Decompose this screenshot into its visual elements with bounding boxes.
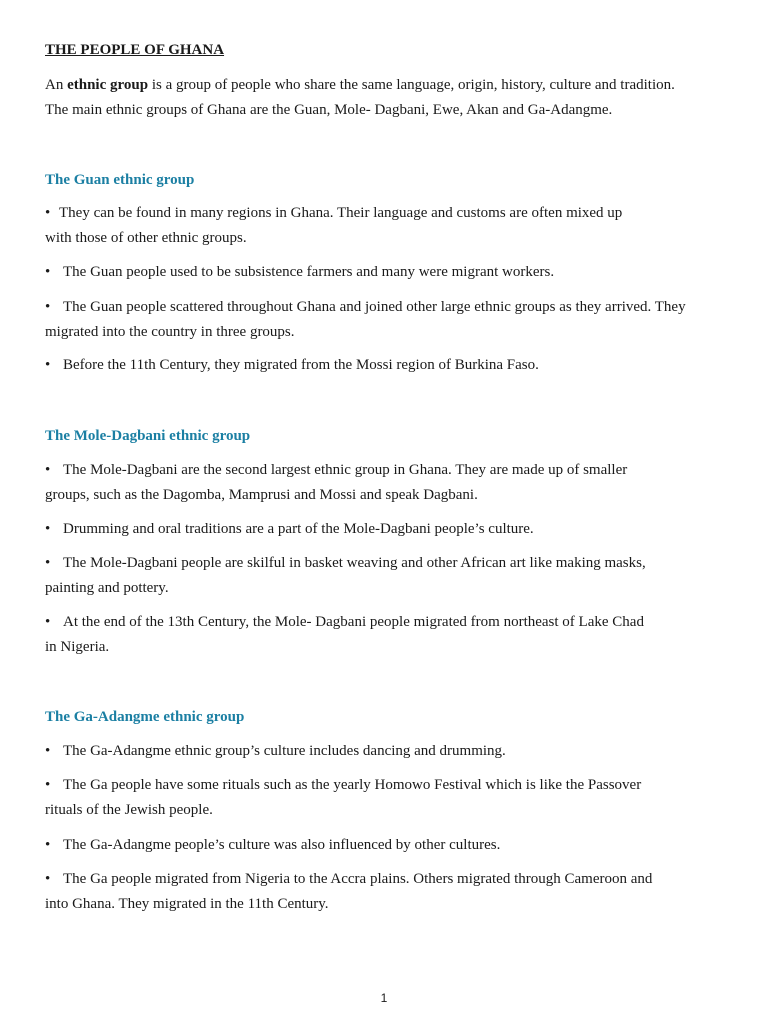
bullet-symbol: • (45, 614, 51, 630)
bullet-line: into Ghana. They migrated in the 11th Century. (45, 896, 329, 912)
list-item (45, 517, 534, 542)
intro-line1-rest: is a group of people who share the same language, origin, history, culture and tradition. (148, 77, 675, 93)
list-item (45, 353, 539, 378)
page-number: 1 (380, 991, 388, 1005)
bullet-line: The Ga people migrated from Nigeria to the Accra plains. Others migrated through Cameroon and (63, 871, 653, 887)
list-item (45, 201, 622, 251)
bullet-line: The Guan people scattered throughout Ghana and joined other large ethnic groups as they arrived. They (63, 299, 686, 315)
bullet-symbol: • (45, 871, 51, 887)
bullet-line: Before the 11th Century, they migrated from the Mossi region of Burkina Faso. (63, 357, 539, 373)
intro-line2: The main ethnic groups of Ghana are the Guan, Mole- Dagbani, Ewe, Akan and Ga-Adangme. (45, 102, 613, 118)
bullet-line: with those of other ethnic groups. (45, 230, 247, 246)
bullet-line: The Ga-Adangme people’s culture was also influenced by other cultures. (63, 837, 501, 853)
bullet-line: The Mole-Dagbani people are skilful in basket weaving and other African art like making masks, (63, 555, 646, 571)
bullet-line: At the end of the 13th Century, the Mole- Dagbani people migrated from northeast of Lake Chad (63, 614, 644, 630)
bullet-symbol: • (45, 264, 51, 280)
bullet-symbol: • (45, 357, 51, 373)
bullet-line: painting and pottery. (45, 580, 169, 596)
list-item (45, 610, 644, 660)
section-heading-ga-adangme: The Ga-Adangme ethnic group (45, 709, 245, 725)
bullet-line: groups, such as the Dagomba, Mamprusi and Mossi and speak Dagbani. (45, 487, 478, 503)
intro-paragraph (45, 73, 735, 123)
bullet-line: rituals of the Jewish people. (45, 802, 213, 818)
list-item (45, 773, 641, 823)
bullet-symbol: • (45, 555, 51, 571)
section-heading-mole-dagbani: The Mole-Dagbani ethnic group (45, 428, 251, 444)
bullet-line: The Ga-Adangme ethnic group’s culture includes dancing and drumming. (63, 743, 506, 759)
list-item (45, 867, 652, 917)
bullet-symbol: • (45, 743, 51, 759)
list-item (45, 260, 554, 285)
section-heading-guan: The Guan ethnic group (45, 172, 195, 188)
list-item (45, 551, 646, 601)
bullet-line: Drumming and oral traditions are a part of the Mole-Dagbani people’s culture. (63, 521, 534, 537)
intro-prefix: An (45, 77, 68, 93)
bullet-line: in Nigeria. (45, 639, 110, 655)
bullet-line: migrated into the country in three groups. (45, 324, 295, 340)
bullet-line: The Mole-Dagbani are the second largest ethnic group in Ghana. They are made up of smaller (63, 462, 628, 478)
bullet-symbol: • (45, 521, 51, 537)
list-item (45, 833, 500, 858)
bullet-symbol: • (45, 777, 51, 793)
bullet-line: The Guan people used to be subsistence farmers and many were migrant workers. (63, 264, 555, 280)
bullet-line: They can be found in many regions in Ghana. Their language and customs are often mixed up (59, 205, 623, 221)
list-item (45, 295, 686, 345)
bullet-symbol: • (45, 299, 51, 315)
list-item (45, 739, 506, 764)
page-title: THE PEOPLE OF GHANA (45, 42, 225, 58)
list-item (45, 458, 627, 508)
bullet-symbol: • (45, 205, 51, 221)
bullet-symbol: • (45, 837, 51, 853)
bullet-line: The Ga people have some rituals such as the yearly Homowo Festival which is like the Passover (63, 777, 642, 793)
intro-term: ethnic group (67, 77, 149, 93)
bullet-symbol: • (45, 462, 51, 478)
